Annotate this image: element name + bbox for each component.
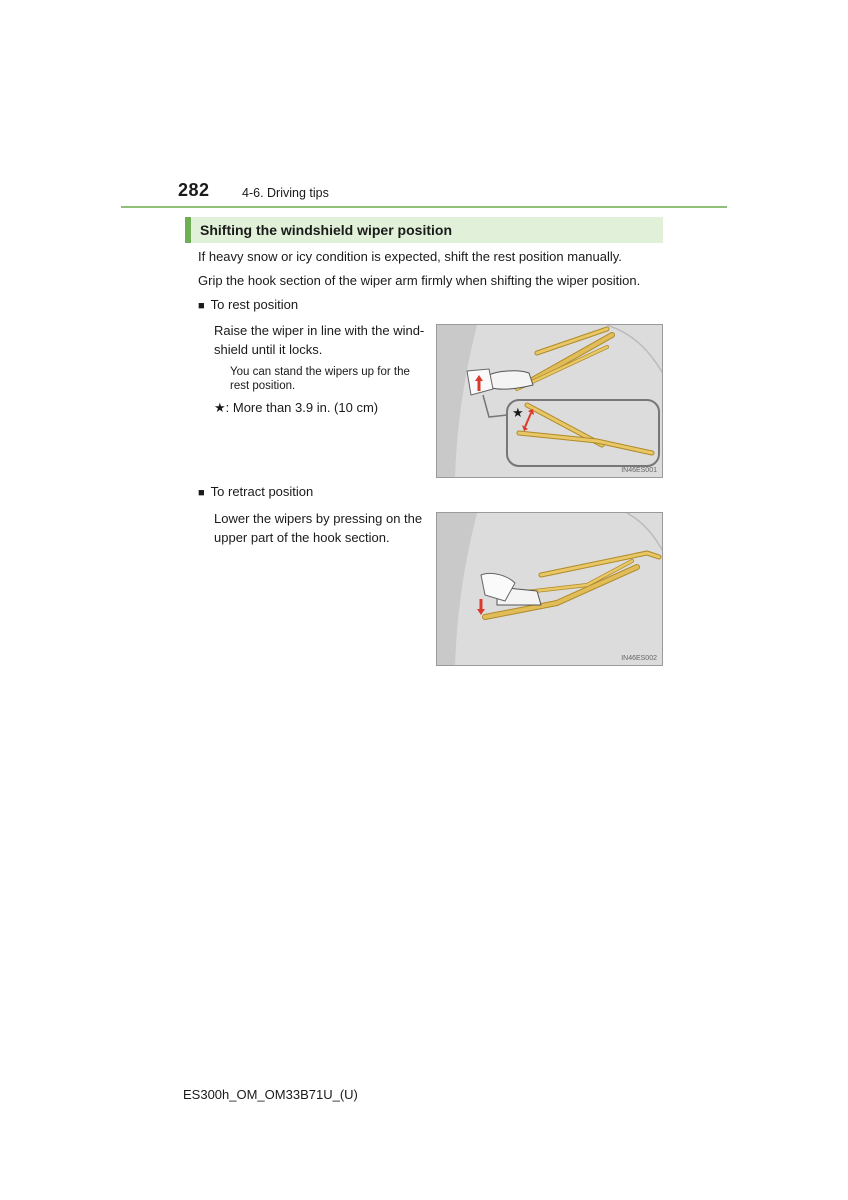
intro-paragraph-2: Grip the hook section of the wiper arm firmly when shifting the wiper position. (198, 273, 641, 288)
intro-paragraph-1: If heavy snow or icy condition is expected, shift the rest position manually. (198, 249, 622, 264)
section-label: 4-6. Driving tips (242, 186, 329, 200)
section-heading (185, 217, 663, 243)
figure-star-icon: ★ (512, 405, 524, 420)
footer-doc-code: ES300h_OM_OM33B71U_(U) (183, 1087, 358, 1102)
retract-figure-code: IN46ES002 (621, 655, 657, 662)
section-heading-text: Shifting the windshield wiper position (200, 222, 452, 238)
rest-position-figure (436, 324, 663, 478)
page-number: 282 (178, 180, 210, 200)
rest-position-note-line1: You can stand the wipers up for the (230, 366, 410, 378)
retract-position-title: To retract position (210, 484, 314, 499)
retract-position-figure (436, 512, 663, 666)
retract-position-text-line2: upper part of the hook section. (214, 530, 390, 545)
rest-position-title: To rest position (210, 297, 299, 312)
header-rule (121, 206, 727, 208)
square-bullet-icon: ■ (198, 300, 205, 312)
rest-position-text (214, 321, 424, 359)
rest-position-text-line1: Raise the wiper in line with the wind- (214, 323, 425, 338)
retract-position-text-line1: Lower the wipers by pressing on the (214, 511, 423, 526)
square-bullet-icon: ■ (198, 487, 205, 499)
retract-position-heading (198, 484, 313, 499)
rest-position-text-line2: shield until it locks. (214, 342, 323, 357)
star-measurement-note: ★: More than 3.9 in. (10 cm) (214, 400, 379, 415)
retract-position-illustration (437, 513, 663, 666)
rest-position-note-line2: rest position. (230, 380, 296, 392)
rest-position-heading (198, 297, 298, 312)
rest-position-note (230, 365, 426, 393)
retract-position-text (214, 509, 422, 547)
rest-position-illustration (437, 325, 663, 478)
rest-figure-code: IN46ES001 (621, 467, 657, 474)
